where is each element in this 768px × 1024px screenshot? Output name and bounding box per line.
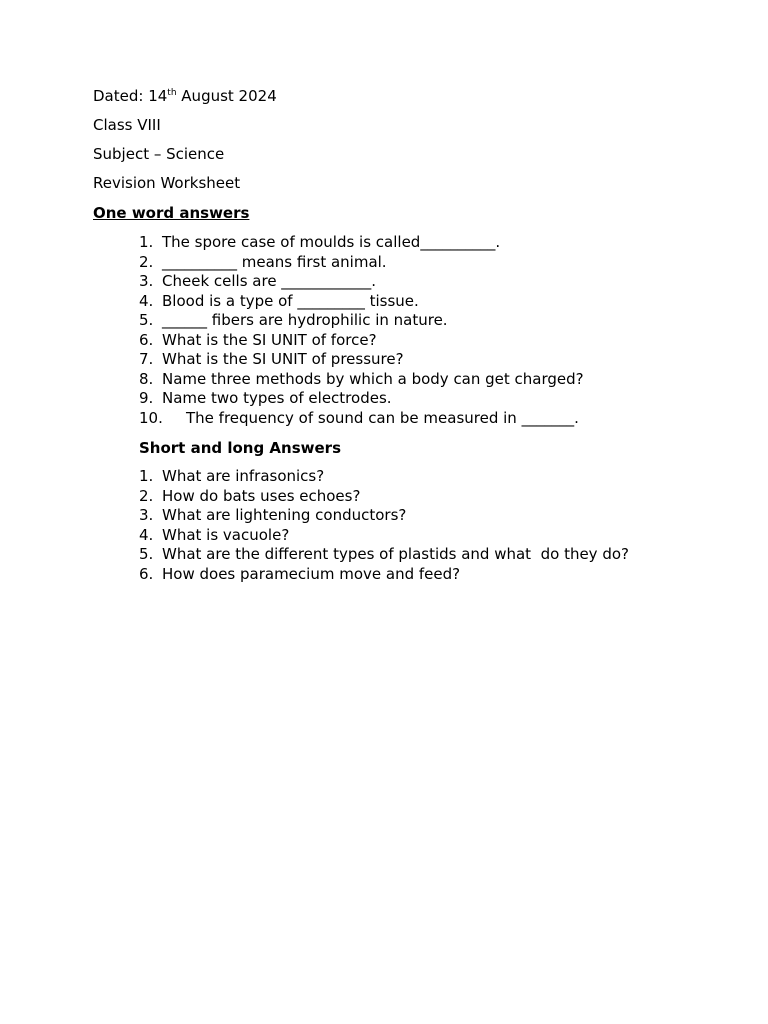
- dated-suffix: August 2024: [176, 87, 277, 105]
- question-text: The frequency of sound can be measured in _______.: [186, 408, 579, 427]
- question-number: 2.: [139, 252, 154, 271]
- question-text: Blood is a type of _________ tissue.: [162, 291, 419, 310]
- worksheet-title: Revision Worksheet: [93, 174, 241, 192]
- question-number: 10.: [139, 408, 163, 427]
- one-word-question-list: [139, 233, 584, 428]
- question-item: [139, 272, 584, 292]
- subject-line: Subject – Science: [93, 145, 225, 163]
- question-number: 5.: [139, 311, 154, 329]
- question-text: What are infrasonics?: [162, 467, 325, 485]
- question-text: ______ fibers are hydrophilic in nature.: [162, 311, 448, 329]
- question-item: [139, 311, 584, 331]
- question-item: [139, 350, 584, 370]
- question-text: __________ means first animal.: [162, 252, 387, 271]
- question-number: 3.: [139, 506, 154, 524]
- question-text: How does paramecium move and feed?: [162, 564, 461, 583]
- question-number: 1.: [139, 467, 154, 485]
- question-number: 7.: [139, 350, 154, 368]
- question-number: 8.: [139, 369, 154, 388]
- section-heading-one-word: One word answers: [93, 204, 250, 222]
- question-text: Name two types of electrodes.: [162, 389, 392, 407]
- question-number: 4.: [139, 291, 154, 310]
- section-heading-short-long: Short and long Answers: [139, 439, 341, 457]
- class-line: Class VIII: [93, 116, 161, 134]
- question-item: [139, 253, 584, 273]
- question-text: What is vacuole?: [162, 525, 290, 544]
- question-item: [139, 467, 629, 487]
- question-item: [139, 292, 584, 312]
- question-number: 2.: [139, 486, 154, 505]
- question-number: 4.: [139, 525, 154, 544]
- question-number: 6.: [139, 564, 154, 583]
- question-item: [139, 526, 629, 546]
- question-text: The spore case of moulds is called__________.: [162, 233, 501, 251]
- dated-superscript: th: [167, 88, 177, 98]
- question-item: [139, 370, 584, 390]
- short-long-question-list: [139, 467, 629, 584]
- question-item: [139, 233, 584, 253]
- question-item: [139, 409, 584, 429]
- question-number: 1.: [139, 233, 154, 251]
- question-text: Cheek cells are ____________.: [162, 272, 377, 290]
- question-text: What are the different types of plastids and what do they do?: [162, 545, 629, 563]
- question-item: [139, 331, 584, 351]
- question-text: What is the SI UNIT of force?: [162, 330, 377, 349]
- question-number: 9.: [139, 389, 154, 407]
- question-number: 6.: [139, 330, 154, 349]
- dated-prefix: Dated: 14: [93, 87, 168, 105]
- dated-line: [93, 86, 277, 106]
- question-text: How do bats uses echoes?: [162, 486, 361, 505]
- question-text: Name three methods by which a body can get charged?: [162, 369, 584, 388]
- question-text: What is the SI UNIT of pressure?: [162, 350, 404, 368]
- question-item: [139, 487, 629, 507]
- question-item: [139, 565, 629, 585]
- question-number: 3.: [139, 272, 154, 290]
- question-text: What are lightening conductors?: [162, 506, 407, 524]
- question-number: 5.: [139, 545, 154, 563]
- question-item: [139, 506, 629, 526]
- question-item: [139, 389, 584, 409]
- question-item: [139, 545, 629, 565]
